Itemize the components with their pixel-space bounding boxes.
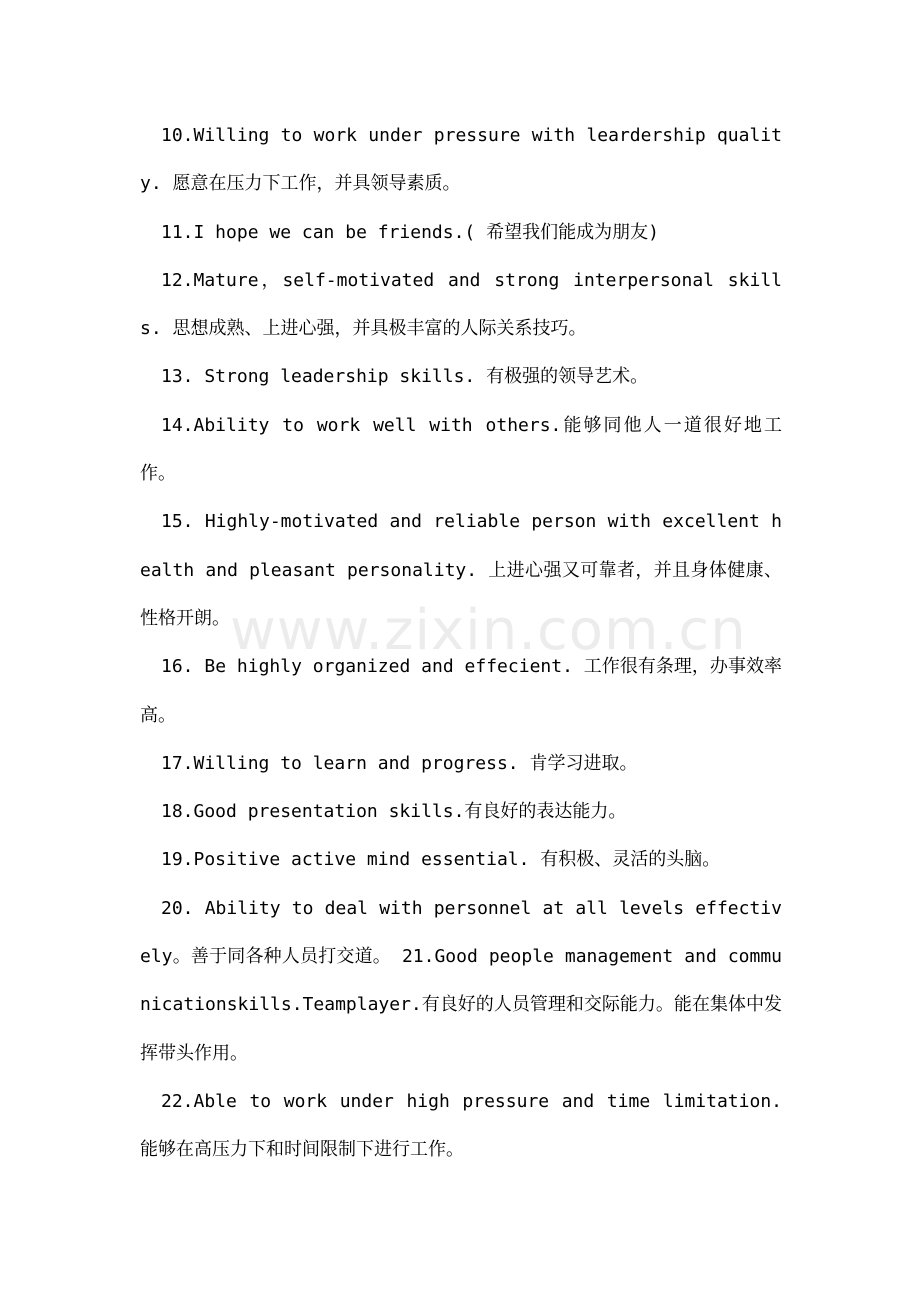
list-item: 13. Strong leadership skills. 有极强的领导艺术。 xyxy=(161,366,649,388)
list-item: 12.Mature，self-motivated and strong interpersonal skills. 思想成熟、上进心强，并具极丰富的人际关系技巧。 xyxy=(140,269,782,340)
list-item: 22.Able to work under high pressure and time limitation. 能够在高压力下和时间限制下进行工作。 xyxy=(140,1090,782,1161)
list-item: 20. Ability to deal with personnel at all levels effectively。善于同各种人员打交道。 21.Good people management and communicationskills.Teamplayer.有良好的人员管理和交际能力。能在集体中发挥带头作用。 xyxy=(140,897,782,1064)
list-item: 11.I hope we can be friends.( 希望我们能成为朋友) xyxy=(161,221,659,243)
document-body xyxy=(140,112,782,1175)
list-item: 19.Positive active mind essential. 有积极、灵活的头脑。 xyxy=(161,849,721,871)
list-item: 18.Good presentation skills.有良好的表达能力。 xyxy=(161,801,627,823)
list-item: 14.Ability to work well with others.能够同他人一道很好地工作。 xyxy=(140,414,782,485)
list-item: 16. Be highly organized and effecient. 工作很有条理，办事效率高。 xyxy=(140,656,782,726)
list-item: 15. Highly-motivated and reliable person with excellent health and pleasant personality. 上进心强又可靠者，并且身体健康、性格开朗。 xyxy=(140,511,782,629)
watermark: www.zixin.com.cn xyxy=(230,598,747,663)
list-item: 10.Willing to work under pressure with leardership quality. 愿意在压力下工作，并具领导素质。 xyxy=(140,125,782,195)
list-item: 17.Willing to learn and progress. 肯学习进取。 xyxy=(161,752,638,774)
